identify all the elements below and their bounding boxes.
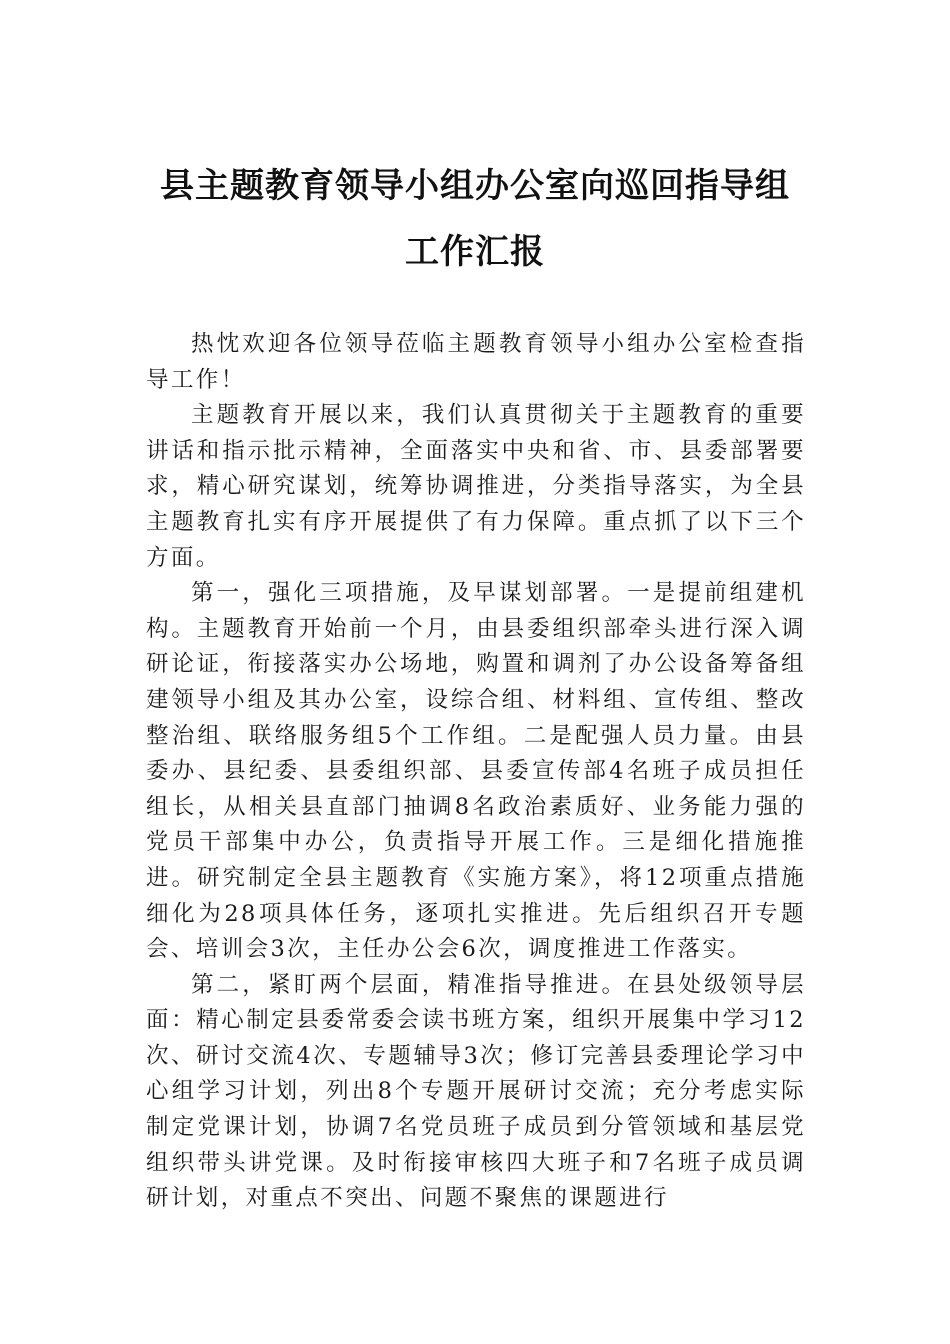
paragraph-welcome: 热忱欢迎各位领导莅临主题教育领导小组办公室检查指导工作！ <box>146 331 806 393</box>
paragraph-overview: 主题教育开展以来，我们认真贯彻关于主题教育的重要讲话和指示批示精神，全面落实中央和省、市、县委部署要求，精心研究谋划，统筹协调推进，分类指导落实，为全县主题教育扎实有序开展提供了有力保障。重点抓了以下三个方面。 <box>146 402 806 571</box>
document-title-line-1: 县主题教育领导小组办公室向巡回指导组 <box>160 166 790 206</box>
document-title-line-2: 工作汇报 <box>405 232 545 272</box>
paragraph-second-point: 第二，紧盯两个层面，精准指导推进。在县处级领导层面：精心制定县委常委会读书班方案，组织开展集中学习12次、研讨交流4次、专题辅导3次；修订完善县委理论学习中心组学习计划，列出8个专题开展研讨交流；充分考虑实际制定党课计划，协调7名党员班子成员到分管领域和基层党组织带头讲党课。及时衔接审核四大班子和7名班子成员调研计划，对重点不突出、问题不聚焦的课题进行 <box>146 971 806 1212</box>
paragraph-first-point: 第一，强化三项措施，及早谋划部署。一是提前组建机构。主题教育开始前一个月，由县委组织部牵头进行深入调研论证，衔接落实办公场地，购置和调剂了办公设备筹备组建领导小组及其办公室，设综合组、材料组、宣传组、整改整治组、联络服务组5个工作组。二是配强人员力量。由县委办、县纪委、县委组织部、县委宣传部4名班子成员担任组长，从相关县直部门抽调8名政治素质好、业务能力强的党员干部集中办公，负责指导开展工作。三是细化措施推进。研究制定全县主题教育《实施方案》，将12项重点措施细化为28项具体任务，逐项扎实推进。先后组织召开专题会、培训会3次，主任办公会6次，调度推进工作落实。 <box>146 580 806 963</box>
document-body <box>146 327 806 1217</box>
